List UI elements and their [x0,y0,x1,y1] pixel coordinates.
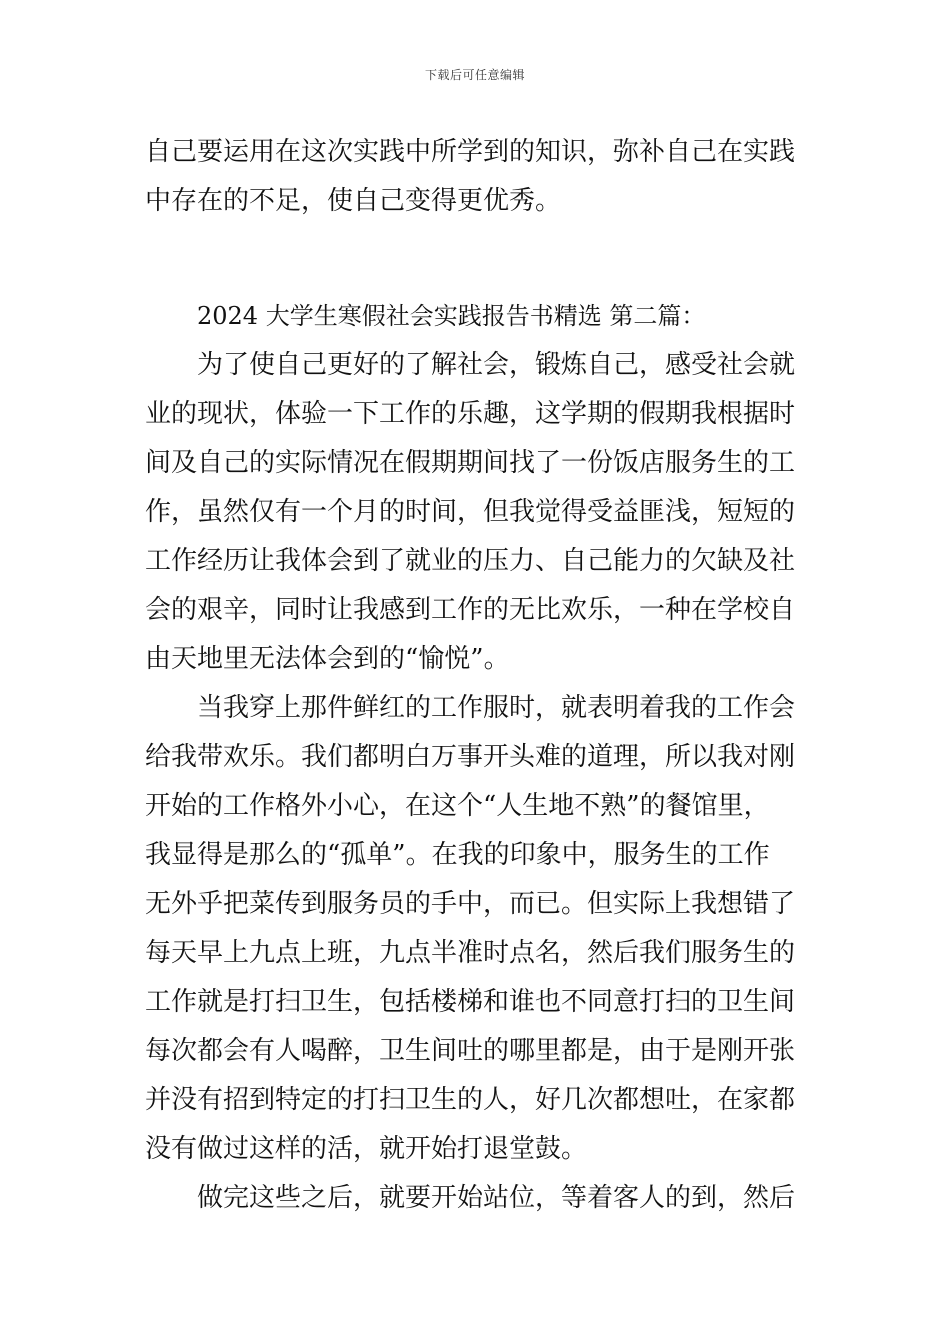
body-line: 业的现状，体验一下工作的乐趣，这学期的假期我根据时 [145,399,796,429]
body-line: 会的艰辛，同时让我感到工作的无比欢乐，一种在学校自 [145,595,796,625]
page-header: 下载后可任意编辑 [424,68,525,82]
body-line: 做完这些之后，就要开始站位，等着客人的到，然后 [145,1183,796,1213]
body-line: 工作就是打扫卫生，包括楼梯和谁也不同意打扫的卫生间 [145,987,796,1017]
body-line: 没有做过这样的活，就开始打退堂鼓。 [145,1134,588,1164]
body-line: 间及自己的实际情况在假期期间找了一份饭店服务生的工 [145,448,796,478]
body-line: 作，虽然仅有一个月的时间，但我觉得受益匪浅，短短的 [145,497,796,527]
body-line: 每次都会有人喝醉，卫生间吐的哪里都是，由于是刚开张 [145,1036,796,1066]
body-line: 给我带欢乐。我们都明白万事开头难的道理，所以我对刚 [145,742,796,772]
body-line: 无外乎把菜传到服务员的手中，而已。但实际上我想错了 [145,889,796,919]
intro-line: 中存在的不足，使自己变得更优秀。 [145,186,562,216]
body-line: 由天地里无法体会到的“愉悦”。 [145,644,510,674]
body-line: 每天早上九点上班，九点半准时点名，然后我们服务生的 [145,938,796,968]
body-line: 开始的工作格外小心，在这个“人生地不熟”的餐馆里， [145,791,770,821]
body-line: 我显得是那么的“孤单”。在我的印象中，服务生的工作 [145,840,770,870]
paragraph-gap [145,226,809,291]
document-body [145,128,809,1223]
body-line: 当我穿上那件鲜红的工作服时，就表明着我的工作会 [145,693,796,723]
section-title: 2024 大学生寒假社会实践报告书精选 第二篇： [197,302,706,330]
body-line: 并没有招到特定的打扫卫生的人，好几次都想吐，在家都 [145,1085,796,1115]
intro-line: 自己要运用在这次实践中所学到的知识，弥补自己在实践 [145,137,796,167]
body-line: 工作经历让我体会到了就业的压力、自己能力的欠缺及社 [145,546,796,576]
body-line: 为了使自己更好的了解社会，锻炼自己，感受社会就 [145,350,796,380]
